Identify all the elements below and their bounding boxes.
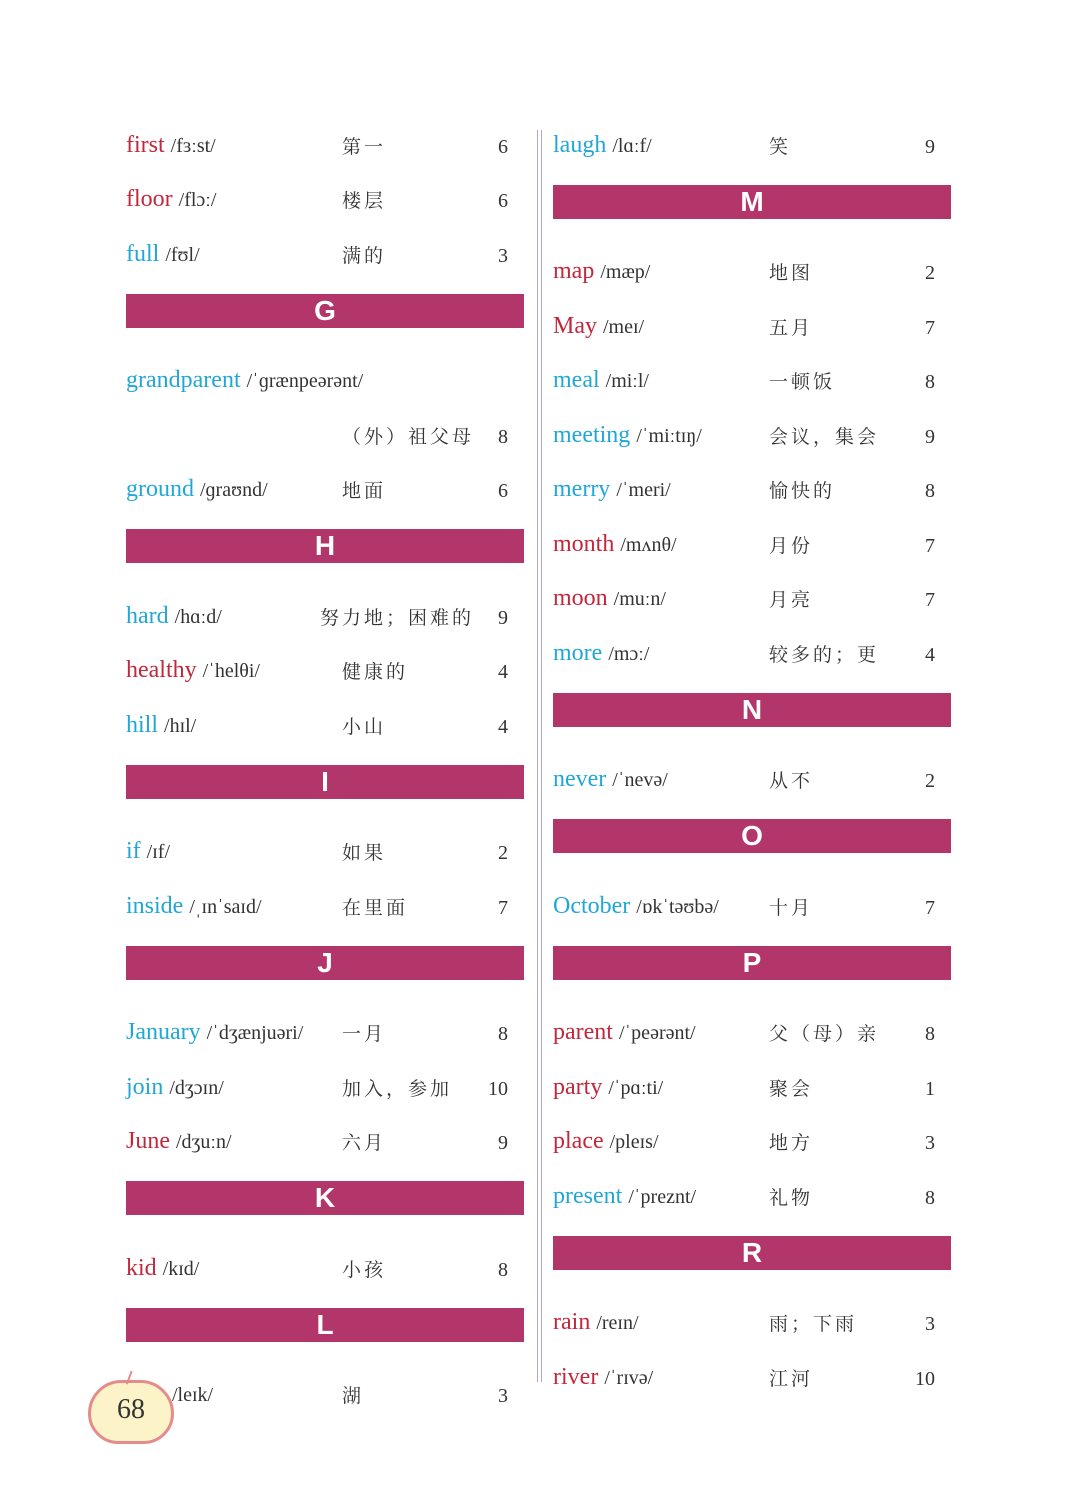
section-header: L (126, 1308, 524, 1342)
vocab-row (126, 698, 524, 753)
column-divider (537, 130, 542, 1382)
vocab-word: June (126, 1128, 170, 1154)
vocab-row (126, 408, 524, 463)
vocab-row (126, 463, 524, 518)
section-header: N (553, 693, 951, 727)
vocab-entry (553, 1128, 659, 1155)
left-column (126, 118, 524, 1422)
section-header: H (126, 529, 524, 563)
vocab-phonetic: /meɪ/ (603, 315, 645, 338)
vocab-unit-number: 8 (498, 1023, 508, 1045)
vocab-row (553, 245, 951, 300)
vocab-row (553, 626, 951, 681)
vocab-unit-number: 7 (498, 896, 508, 919)
vocab-meaning: （外）祖父母 (342, 425, 475, 448)
vocab-phonetic: /mæp/ (600, 261, 651, 283)
vocab-unit-number: 10 (915, 1367, 935, 1390)
vocab-word: party (553, 1073, 603, 1100)
vocab-word: if (126, 838, 141, 864)
vocab-entry (553, 531, 677, 558)
vocab-word: first (126, 131, 165, 158)
vocab-phonetic: /ɪf/ (146, 841, 171, 863)
vocab-entry (553, 640, 649, 667)
vocab-unit-number: 3 (498, 244, 508, 267)
vocab-meaning: 五月 (769, 316, 814, 339)
vocab-unit-number: 7 (925, 316, 935, 339)
vocab-phonetic: /dʒuːn/ (176, 1131, 232, 1153)
vocab-entry (553, 132, 652, 159)
vocab-meaning: 地面 (342, 480, 387, 502)
vocab-entry (126, 367, 363, 394)
vocab-row (126, 825, 524, 880)
vocab-unit-number: 6 (498, 135, 508, 158)
vocab-entry (553, 476, 671, 503)
vocab-word: May (553, 312, 597, 339)
vocab-unit-number: 9 (925, 135, 935, 158)
vocab-row (553, 118, 951, 173)
vocab-row (553, 1350, 951, 1405)
vocab-meaning: 江河 (769, 1367, 814, 1390)
right-column (553, 118, 951, 1405)
vocab-phonetic: /mɔː/ (608, 642, 650, 665)
vocab-word: healthy (126, 657, 197, 683)
vocab-row (126, 879, 524, 934)
vocab-phonetic: /kɪd/ (162, 1257, 200, 1280)
section-header: R (553, 1236, 951, 1270)
vocab-phonetic: /mʌnθ/ (620, 533, 677, 556)
vocab-unit-number: 3 (925, 1132, 935, 1154)
vocab-word: laugh (553, 131, 607, 158)
vocab-phonetic: /miːl/ (605, 370, 649, 392)
vocab-meaning: 父（母）亲 (769, 1023, 880, 1045)
vocab-word: hard (126, 602, 169, 629)
vocab-entry (553, 1019, 696, 1046)
vocab-entry (553, 258, 650, 285)
vocab-row (553, 517, 951, 572)
vocab-phonetic: /ˈmeri/ (616, 479, 671, 501)
vocab-meaning: 小孩 (342, 1258, 387, 1281)
vocab-phonetic: /ɡraʊnd/ (200, 479, 268, 501)
vocab-word: full (126, 240, 160, 267)
vocab-phonetic: /hɑːd/ (174, 605, 222, 628)
vocab-meaning: 六月 (342, 1132, 387, 1154)
vocab-phonetic: /flɔː/ (178, 189, 217, 211)
vocab-meaning: 满的 (342, 244, 387, 267)
vocab-phonetic: /reɪn/ (596, 1312, 639, 1334)
vocab-row (553, 879, 951, 934)
vocab-meaning: 地方 (769, 1132, 814, 1154)
vocab-entry (126, 838, 170, 865)
vocab-row (553, 1006, 951, 1061)
vocab-row (553, 753, 951, 808)
vocab-meaning: 月亮 (769, 589, 814, 611)
vocab-word: hill (126, 711, 159, 738)
vocab-phonetic: /ˈpeərənt/ (618, 1022, 696, 1044)
vocab-word: never (553, 766, 607, 792)
vocab-meaning: 地图 (769, 262, 814, 284)
vocab-meaning: 第一 (342, 135, 387, 158)
vocab-unit-number: 7 (925, 534, 935, 557)
vocab-row (126, 1115, 524, 1170)
vocab-entry (553, 422, 702, 449)
vocab-phonetic: /ˈhelθi/ (202, 660, 260, 682)
vocab-meaning: 愉快的 (769, 480, 836, 502)
vocab-unit-number: 1 (925, 1077, 935, 1100)
vocab-entry (126, 657, 260, 684)
vocab-unit-number: 4 (498, 661, 508, 683)
vocab-phonetic: /pleɪs/ (609, 1131, 659, 1153)
vocab-meaning: 在里面 (342, 896, 409, 919)
vocab-word: inside (126, 892, 184, 919)
vocab-row (126, 644, 524, 699)
vocab-word: ground (126, 476, 194, 502)
vocab-unit-number: 9 (498, 1132, 508, 1154)
vocab-row (553, 572, 951, 627)
vocab-meaning: 笑 (769, 135, 792, 158)
vocab-unit-number: 7 (925, 589, 935, 611)
vocab-phonetic: /hɪl/ (164, 714, 197, 737)
vocab-word: meal (553, 367, 600, 393)
vocab-entry (126, 241, 200, 268)
vocab-entry (126, 186, 216, 213)
vocab-phonetic: /ˈnevə/ (612, 769, 668, 791)
vocab-meaning: 小山 (342, 715, 387, 738)
vocab-row (126, 1368, 524, 1423)
vocab-phonetic: /ˈpreznt/ (628, 1185, 697, 1208)
vocab-word: moon (553, 585, 608, 611)
vocab-word: floor (126, 186, 173, 212)
vocab-entry (553, 585, 666, 612)
vocab-entry (126, 893, 262, 920)
vocab-meaning: 雨；下雨 (769, 1313, 858, 1335)
vocab-meaning: 会议，集会 (769, 425, 880, 448)
vocab-unit-number: 4 (498, 715, 508, 738)
page-number-badge (88, 1374, 176, 1444)
vocab-meaning: 一月 (342, 1023, 387, 1045)
section-header: O (553, 819, 951, 853)
vocab-unit-number: 3 (925, 1313, 935, 1335)
vocab-word: January (126, 1019, 201, 1045)
vocab-unit-number: 10 (488, 1077, 508, 1100)
vocab-unit-number: 6 (498, 480, 508, 502)
vocab-row (553, 354, 951, 409)
vocab-row (126, 118, 524, 173)
vocab-row (126, 227, 524, 282)
vocab-word: river (553, 1363, 599, 1390)
vocab-row (126, 589, 524, 644)
vocab-word: kid (126, 1254, 157, 1281)
vocab-unit-number: 8 (925, 1186, 935, 1209)
vocab-unit-number: 6 (498, 190, 508, 212)
vocab-entry (126, 1255, 199, 1282)
vocab-meaning: 健康的 (342, 661, 409, 683)
vocab-row (553, 299, 951, 354)
vocab-word: more (553, 639, 603, 666)
vocab-meaning: 楼层 (342, 190, 387, 212)
vocab-entry (553, 1074, 663, 1101)
vocab-unit-number: 2 (498, 842, 508, 864)
vocab-phonetic: /ˈrɪvə/ (604, 1366, 654, 1389)
vocab-phonetic: /ˈmiːtɪŋ/ (636, 424, 702, 447)
vocab-entry (553, 1183, 696, 1210)
vocab-meaning: 如果 (342, 842, 387, 864)
vocab-meaning: 礼物 (769, 1186, 814, 1209)
vocab-meaning: 较多的；更 (769, 643, 880, 666)
vocab-phonetic: /fɜːst/ (170, 134, 216, 157)
vocab-word: join (126, 1073, 164, 1100)
vocab-meaning: 月份 (769, 534, 814, 557)
vocab-row (553, 1060, 951, 1115)
vocab-entry (126, 603, 222, 630)
vocab-word: parent (553, 1019, 613, 1045)
vocab-entry (126, 1019, 303, 1046)
vocab-row (126, 1060, 524, 1115)
vocab-word: place (553, 1128, 604, 1154)
vocab-entry (553, 1309, 639, 1336)
vocab-row (553, 1115, 951, 1170)
vocab-row (553, 1169, 951, 1224)
vocab-phonetic: /leɪk/ (171, 1384, 214, 1406)
vocab-entry (553, 367, 649, 394)
vocab-unit-number: 8 (925, 1023, 935, 1045)
vocab-phonetic: /fʊl/ (165, 243, 200, 266)
vocab-phonetic: /ˈɡrænpeərənt/ (246, 370, 364, 392)
vocab-word: October (553, 892, 631, 919)
vocab-word: grandparent (126, 367, 241, 393)
vocab-phonetic: /ˈdʒænjuəri/ (206, 1022, 304, 1044)
vocab-entry (553, 313, 644, 340)
section-header: G (126, 294, 524, 328)
vocab-phonetic: /ˈpɑːti/ (608, 1076, 664, 1099)
vocab-word: present (553, 1182, 623, 1209)
vocab-meaning: 一顿饭 (769, 371, 836, 393)
section-header: I (126, 765, 524, 799)
section-header: M (553, 185, 951, 219)
vocab-meaning: 从不 (769, 770, 814, 792)
section-header: J (126, 946, 524, 980)
vocab-phonetic: /lɑːf/ (612, 134, 652, 157)
vocab-row (126, 354, 524, 409)
vocab-unit-number: 3 (498, 1385, 508, 1407)
section-header: K (126, 1181, 524, 1215)
page-number: 68 (117, 1394, 145, 1425)
vocab-unit-number: 9 (925, 425, 935, 448)
vocab-meaning: 十月 (769, 896, 814, 919)
vocab-row (126, 173, 524, 228)
vocab-unit-number: 9 (498, 606, 508, 629)
vocab-entry (126, 712, 196, 739)
vocab-word: rain (553, 1309, 591, 1335)
vocab-unit-number: 8 (498, 1258, 508, 1281)
vocab-word: map (553, 258, 595, 284)
vocab-row (553, 408, 951, 463)
vocab-meaning: 聚会 (769, 1077, 814, 1100)
vocab-phonetic: /dʒɔɪn/ (169, 1076, 224, 1099)
vocab-entry (126, 1128, 232, 1155)
vocab-word: month (553, 530, 615, 557)
vocab-unit-number: 7 (925, 896, 935, 919)
vocab-entry (553, 1364, 653, 1391)
vocab-meaning: 湖 (342, 1385, 365, 1407)
vocab-row (553, 1296, 951, 1351)
vocab-row (126, 1241, 524, 1296)
vocab-unit-number: 2 (925, 770, 935, 792)
vocab-meaning: 加入，参加 (342, 1077, 453, 1100)
vocab-entry (553, 766, 668, 793)
vocab-word: meeting (553, 421, 631, 448)
vocab-row (553, 463, 951, 518)
section-header: P (553, 946, 951, 980)
vocab-entry (553, 893, 719, 920)
vocab-entry (126, 1074, 224, 1101)
vocab-meaning: 努力地；困难的 (320, 606, 475, 629)
vocab-unit-number: 4 (925, 643, 935, 666)
vocab-phonetic: /muːn/ (613, 588, 666, 610)
vocab-unit-number: 8 (925, 371, 935, 393)
vocab-entry (126, 476, 268, 503)
vocab-unit-number: 8 (498, 425, 508, 448)
vocab-unit-number: 8 (925, 480, 935, 502)
vocab-phonetic: /ˌɪnˈsaɪd/ (189, 895, 262, 918)
vocab-entry (126, 132, 216, 159)
vocab-row (126, 1006, 524, 1061)
vocab-phonetic: /ɒkˈtəʊbə/ (636, 895, 719, 918)
vocab-unit-number: 2 (925, 262, 935, 284)
vocab-word: merry (553, 476, 611, 502)
